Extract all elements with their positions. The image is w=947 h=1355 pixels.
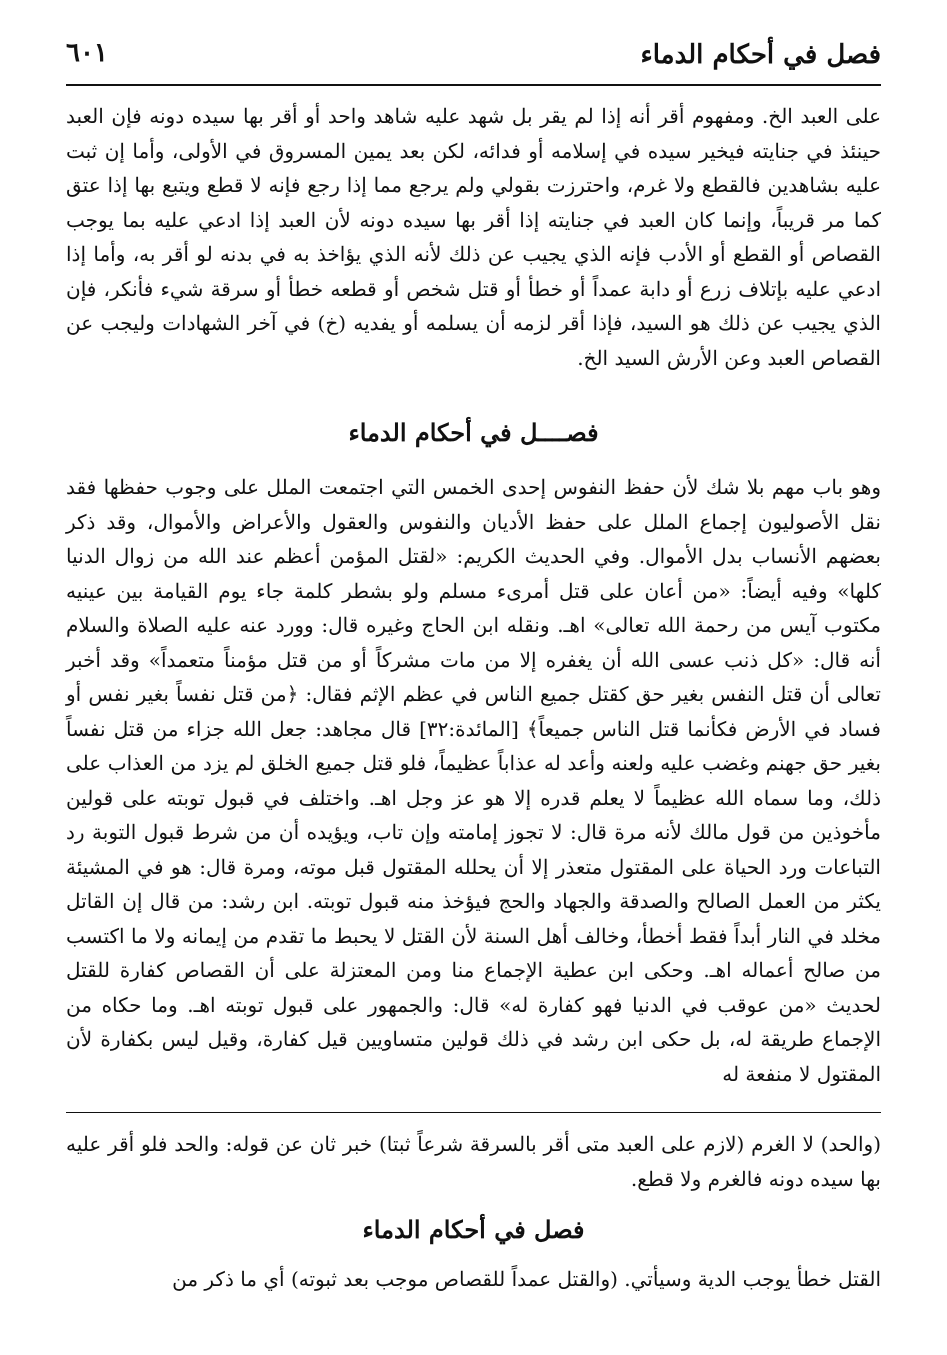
top-paragraph: على العبد الخ. ومفهوم أقر أنه إذا لم يقر بل شهد عليه شاهد واحد أو أقر بها سيده دونه فإن العبد حينئذ في جنايته فيخير سيده في إسلامه أو فدائه، لكن بعد يمين المسروق في الأولى، وأما إن ثبت عليه بشاهدين فالقطع ولا غرم، واحترزت بقولي ولم يرجع مما إذا رجع فإنه لا قطع ويتبع بها إذا عتق كما مر قريباً، وإنما كان العبد في جنايته إذا أقر بها سيده دونه لأن العبد إذا ادعي عليه بما يوجب القصاص أو القطع أو الأدب فإنه الذي يجيب عن ذلك لأنه الذي يؤاخذ به في بدنه لو أقر به، وأما إذا ادعي عليه بإتلاف زرع أو دابة عمداً أو خطأ أو قتل شخص أو قطعه خطأ أو سرقة شيء فأنكر، فإن الذي يجيب عن ذلك هو السيد، فإذا أقر لزمه أن يسلمه أو يفديه (خ) في آخر الشهادات وليجب عن القصاص العبد وعن الأرش السيد الخ. <box>66 104 881 370</box>
commentary-section-title: فصل في أحكام الدماء <box>362 1215 585 1244</box>
section-paragraph: وهو باب مهم بلا شك لأن حفظ النفوس إحدى الخمس التي اجتمعت الملل على وجوب حفظها فقد نقل الأصوليون إجماع الملل على حفظ الأديان والنفوس والعقول والأعراض والأموال، وقد ذكر بعضهم الأنساب بدل الأموال. وفي الحديث الكريم: «لقتل المؤمن أعظم عند الله من زوال الدنيا كلها» وفيه أيضاً: «من أعان على قتل أمرىء مسلم ولو بشطر كلمة جاء يوم القيامة بين عينيه مكتوب آيس من رحمة الله تعالى» اهـ. ونقله ابن الحاج وغيره قال: وورد عنه عليه الصلاة والسلام أنه قال: «كل ذنب عسى الله أن يغفره إلا من مات مشركاً أو من قتل مؤمناً متعمداً» وقد أخبر تعالى أن قتل النفس بغير حق كقتل جميع الناس في عظم الإثم فقال: ﴿من قتل نفساً بغير نفس أو فساد في الأرض فكأنما قتل الناس جميعاً﴾ [المائدة:٣٢] قال مجاهد: جعل الله جزاء من قتل نفساً بغير حق جهنم وغضب عليه ولعنه وأعد له عذاباً عظيماً، فلو قتل جميع الخلق لم يزد من العذاب على ذلك، وما سماه الله عظيماً لا يعلم قدره إلا هو عز وجل اهـ. واختلف في قبول توبته على قولين مأخوذين من قول مالك لأنه مرة قال: لا تجوز إمامته وإن تاب، ويؤيده أن من شرط قبول التوبة رد التباعات ورد الحياة على المقتول متعذر إلا أن يحلله المقتول قبل موته، ومرة قال: هو في المشيئة يكثر من العمل الصالح والصدقة والجهاد والحج فيؤخذ منه قبول توبته. ابن رشد: من قال إن القاتل مخلد في النار أبداً فقط أخطأ، وخالف أهل السنة لأن القتل لا يحبط ما تقدم من إيمانه ولا ما اكتسب من صالح أعماله اهـ. وحكى ابن عطية الإجماع منا ومن المعتزلة على أن القصاص كفارة للقتل لحديث «من عوقب في الدنيا فهو كفارة له» قال: والجمهور على قبول توبته اهـ. وما حكاه من الإجماع طريقة له، بل حكى ابن رشد في ذلك قولين متساويين قيل كفارة، وقيل ليس بكفارة لأن المقتول لا منفعة له <box>66 475 881 1086</box>
section-title: فصــــل في أحكام الدماء <box>348 418 599 447</box>
page-number: ٦٠١ <box>66 38 108 68</box>
header-rule <box>66 84 881 86</box>
footnote-rule <box>66 1112 881 1113</box>
running-title: فصل في أحكام الدماء <box>640 40 881 70</box>
page-header <box>66 32 881 76</box>
commentary-paragraph: القتل خطأ يوجب الدية وسيأتي. (والقتل عمداً للقصاص موجب بعد ثبوته) أي ما ذكر من <box>172 1267 881 1291</box>
footnote-paragraph: (والحد) لا الغرم (لازم على العبد متى أقر بالسرقة شرعاً ثبتا) خبر ثان عن قوله: والحد فلو أقر عليه بها سيده دونه فالغرم ولا قطع. <box>66 1132 881 1191</box>
